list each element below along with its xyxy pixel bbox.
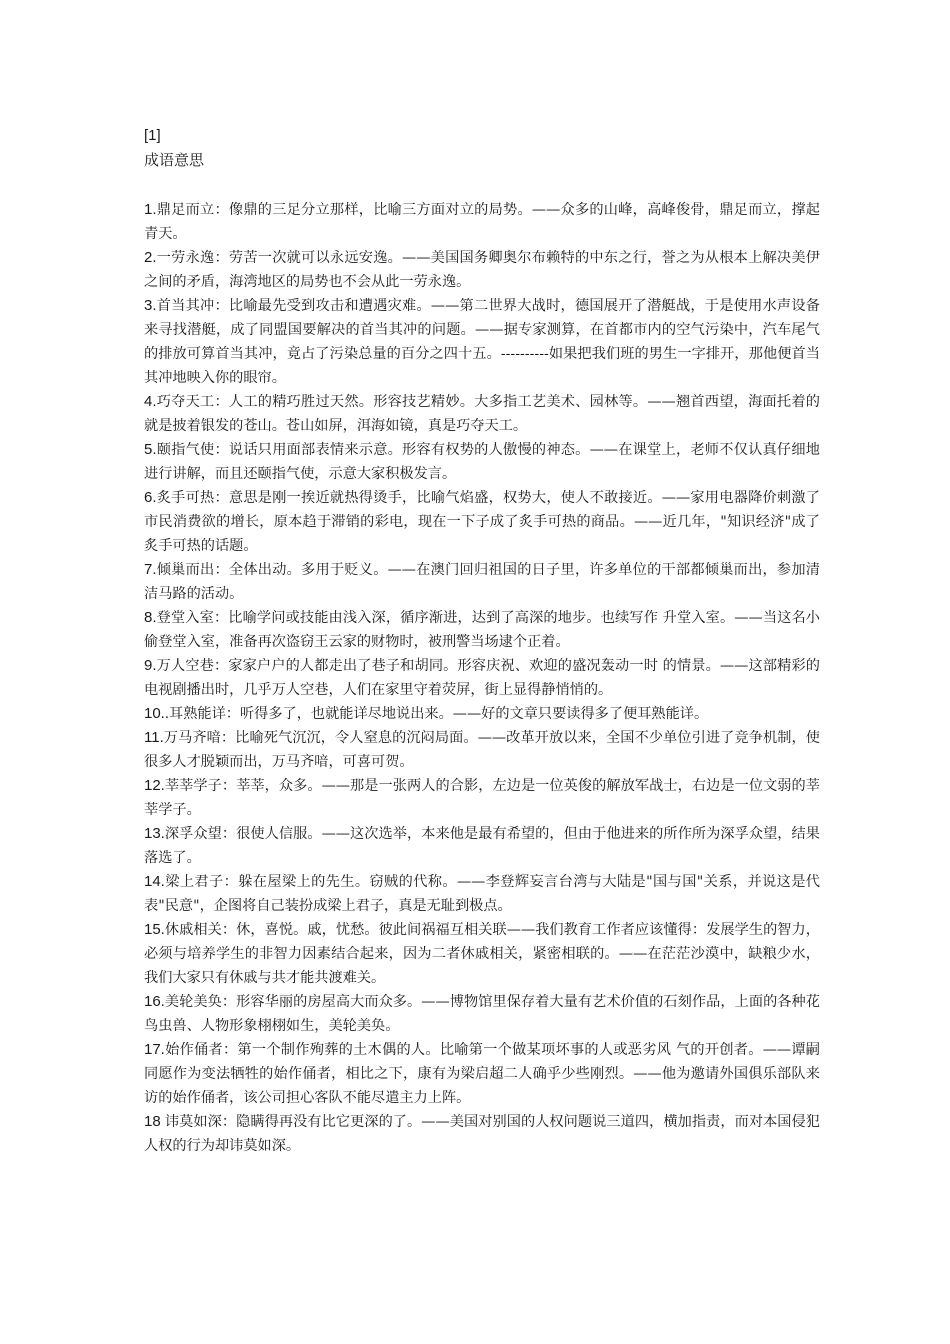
document-page [144, 124, 820, 1158]
idiom-entry [144, 1110, 820, 1158]
idiom-explanation: 形容华丽的房屋高大而众多。——博物馆里保存着大量有艺术价值的石刻作品，上面的各种花鸟虫兽、人物形象栩栩如生，美轮美奂。 [144, 994, 820, 1034]
idiom-explanation: 比喻学问或技能由浅入深，循序渐进，达到了高深的地步。也续写作 升堂入室。——当这名小偷登堂入室，准备再次盗窃王云家的财物时，被刑警当场逮个正着。 [144, 610, 820, 650]
idiom-entry [144, 558, 820, 606]
entry-number: 13. [144, 825, 165, 842]
idiom-term: 一劳永逸： [156, 250, 229, 266]
idiom-term: 深孚众望： [164, 826, 237, 842]
idiom-term: 梁上君子： [164, 874, 239, 890]
idiom-explanation: 人工的精巧胜过天然。形容技艺精妙。大多指工艺美术、园林等。——翘首西望，海面托着的就是披着银发的苍山。苍山如屏，洱海如镜，真是巧夺天工。 [144, 394, 820, 434]
idiom-entry [144, 246, 820, 294]
idiom-term: 倾巢而出： [156, 562, 229, 578]
entry-number: 14. [144, 873, 165, 890]
idiom-term: 首当其冲： [156, 298, 229, 314]
entry-number: 16. [144, 993, 165, 1010]
idiom-entry [144, 390, 820, 438]
idiom-entry [144, 774, 820, 822]
document-heading: 成语意思 [144, 151, 205, 169]
entry-number: 2. [144, 249, 157, 266]
idiom-term: 休戚相关： [164, 922, 237, 938]
idiom-entry [144, 702, 820, 726]
entry-number: 11. [144, 729, 164, 746]
idiom-explanation: 第一个制作殉葬的土木偶的人。比喻第一个做某项坏事的人或恶劣风 气的开创者。——谭嗣同愿作为变法牺牲的始作俑者，相比之下，康有为梁启超二人确乎少些刚烈。——他为邀请外国俱乐部队来访的始作俑者，该公司担心客队不能尽遣主力上阵。 [144, 1042, 820, 1106]
entry-number: 7. [144, 561, 157, 578]
entry-number: 5. [144, 441, 157, 458]
entry-number: 9. [144, 657, 157, 674]
idiom-entry [144, 294, 820, 390]
idiom-entry [144, 654, 820, 702]
idiom-entry [144, 1038, 820, 1110]
idiom-entry [144, 198, 820, 246]
idiom-explanation: 像鼎的三足分立那样，比喻三方面对立的局势。——众多的山峰，高峰俊骨，鼎足而立，撑起青天。 [144, 202, 820, 242]
idiom-entry [144, 822, 820, 870]
entry-number: 8. [144, 609, 157, 626]
reference-marker: [1] [144, 127, 161, 144]
idiom-explanation: 隐瞒得再没有比它更深的了。——美国对别国的人权问题说三道四，横加指责，而对本国侵犯人权的行为却讳莫如深。 [144, 1114, 820, 1154]
idiom-explanation: 听得多了，也就能详尽地说出来。——好的文章只要读得多了便耳熟能详。 [239, 706, 709, 722]
idiom-term: 巧夺天工： [156, 394, 229, 410]
entry-number: 1. [144, 201, 157, 218]
entry-number: 18 [144, 1113, 165, 1130]
idiom-term: 莘莘学子： [164, 778, 237, 794]
entry-number: 4. [144, 393, 157, 410]
idiom-explanation: 躲在屋梁上的先生。窃贼的代称。——李登辉妄言台湾与大陆是"国与国"关系，并说这是代表"民意"，企图将自己装扮成梁上君子，真是无耻到极点。 [144, 874, 820, 914]
idiom-entry [144, 438, 820, 486]
idiom-explanation: 家家户户的人都走出了巷子和胡同。形容庆祝、欢迎的盛况轰动一时 的情景。——这部精彩的电视剧播出时，几乎万人空巷，人们在家里守着荧屏，街上显得静悄悄的。 [144, 658, 820, 698]
idiom-list [144, 198, 820, 1158]
idiom-entry [144, 606, 820, 654]
idiom-term: 万人空巷： [156, 658, 229, 674]
idiom-term: 始作俑者： [164, 1042, 238, 1058]
entry-number: 6. [144, 489, 157, 506]
entry-number: 3. [144, 297, 157, 314]
idiom-explanation: 劳苦一次就可以永远安逸。——美国国务卿奥尔布赖特的中东之行，誉之为从根本上解决美伊之间的矛盾，海湾地区的局势也不会从此一劳永逸。 [144, 250, 820, 290]
entry-number: 15. [144, 921, 165, 938]
idiom-term: 耳熟能详： [169, 706, 240, 722]
entry-number: 10.. [144, 705, 170, 722]
idiom-explanation: 全体出动。多用于贬义。——在澳门回归祖国的日子里，许多单位的干部都倾巢而出，参加清洁马路的活动。 [144, 562, 820, 602]
idiom-explanation: 比喻死气沉沉，令人窒息的沉闷局面。——改革开放以来，全国不少单位引进了竞争机制，使很多人才脱颖而出，万马齐喑，可喜可贺。 [144, 730, 820, 770]
idiom-term: 炙手可热： [156, 490, 229, 506]
idiom-term: 讳莫如深： [164, 1114, 237, 1130]
idiom-term: 颐指气使： [156, 442, 229, 458]
idiom-term: 万马齐喑： [163, 730, 236, 746]
idiom-explanation: 意思是刚一挨近就热得烫手，比喻气焰盛，权势大，使人不敢接近。——家用电器降价刺激了市民消费欲的增长，原本趋于滞销的彩电，现在一下子成了炙手可热的商品。——近几年，"知识经济"成了炙手可热的话题。 [144, 490, 820, 554]
entry-number: 12. [144, 777, 165, 794]
idiom-explanation: 休，喜悦。戚，忧愁。彼此间祸福互相关联——我们教育工作者应该懂得：发展学生的智力，必须与培养学生的非智力因素结合起来，因为二者休戚相关，紧密相联的。——在茫茫沙漠中，缺粮少水，我们大家只有休戚与共才能共渡难关。 [144, 922, 820, 986]
idiom-entry [144, 918, 820, 990]
idiom-entry [144, 726, 820, 774]
idiom-term: 美轮美奂： [164, 994, 237, 1010]
idiom-term: 登堂入室： [156, 610, 229, 626]
entry-number: 17. [144, 1041, 165, 1058]
idiom-entry [144, 870, 820, 918]
idiom-entry [144, 990, 820, 1038]
idiom-explanation: 说话只用面部表情来示意。形容有权势的人傲慢的神态。——在课堂上，老师不仅认真仔细地进行讲解，而且还颐指气使，示意大家积极发言。 [144, 442, 820, 482]
idiom-explanation: 很使人信服。——这次选举，本来他是最有希望的，但由于他进来的所作所为深孚众望，结果落选了。 [144, 826, 820, 866]
idiom-term: 鼎足而立： [156, 202, 229, 218]
idiom-entry [144, 486, 820, 558]
idiom-explanation: 莘莘，众多。——那是一张两人的合影，左边是一位英俊的解放军战士，右边是一位文弱的莘莘学子。 [144, 778, 820, 818]
idiom-explanation: 比喻最先受到攻击和遭遇灾难。——第二世界大战时，德国展开了潜艇战，于是使用水声设备来寻找潜艇，成了同盟国要解决的首当其冲的问题。——据专家测算，在首都市内的空气污染中，汽车尾气的排放可算首当其冲，竟占了污染总量的百分之四十五。----------如果把我们班的男生一字排开，那他便首当其冲地映入你的眼帘。 [144, 298, 820, 386]
